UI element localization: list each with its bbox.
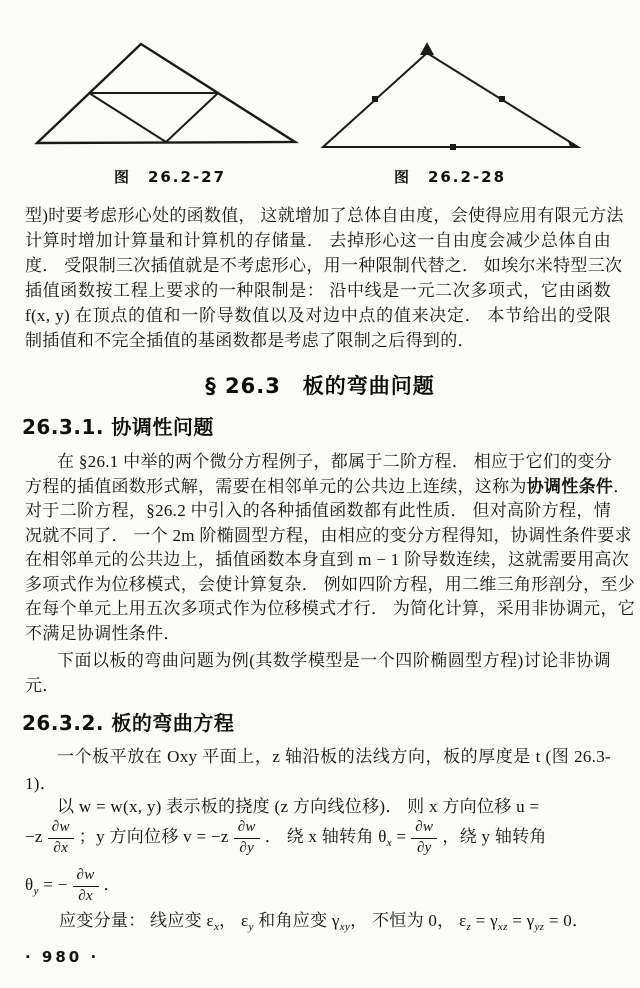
text-line: f(x, y) 在顶点的值和一阶导数值以及对边中点的值来决定． 本节给出的受限 [25,306,611,325]
formula-line-strain-components: 应变分量： 线应变 $\varepsilon_x$， $\varepsilon_y$ 和角应变 $\gamma_{xy}$， 不恒为 0， $\varepsilon_z = \gamma_{xz} = \gamma_{yz} = 0$． [59,911,590,933]
figure-caption: 图 26.2-28 [393,168,507,186]
node-marker-apex [420,42,434,55]
midline-left [89,93,166,142]
text-line: 计算时增加计算量和计算机的存储量． 去掉形心这一自由度会减少总体自由 [25,231,611,250]
midline-right [166,93,218,142]
figure-caption: 图 26.2-27 [113,168,227,186]
triangle-nodes-drawing [320,28,620,160]
text-line: 一个板平放在 Oxy 平面上，z 轴沿板的法线方向，板的厚度是 t (图 26.3- [57,747,611,766]
outer-triangle [323,53,578,147]
subsection-heading-26-3-2: 26.3.2. 板的弯曲方程 [22,711,235,735]
text-line: 元． [25,676,60,695]
text-line: 对于二阶方程，§26.2 中引入的各种插值函数都有此性质． 但对高阶方程，情 [25,501,611,520]
page-number: · 980 · [25,948,100,966]
text-line: 以 w = w(x, y) 表示板的挠度 (z 方向线位移)． 则 x 方向位移 u = [57,797,540,816]
figure-26-2-28 [320,28,620,160]
paragraph-intro-plate [25,648,611,698]
subsection-heading-26-3-1: 26.3.1. 协调性问题 [22,415,214,439]
paragraph-conformity [25,450,636,646]
text-line: 不满足协调性条件． [25,623,181,643]
text-line: 1)． [25,774,58,793]
text-line: 方程的插值函数形式解，需要在相邻单元的公共边上连续，这称为协调性条件． [25,476,631,496]
text-line: 在每个单元上用五次多项式作为位移模式才行． 为简化计算，采用非协调元，它 [25,599,636,618]
text-line: 下面以板的弯曲问题为例(其数学模型是一个四阶椭圆型方程)讨论非协调 [57,651,611,670]
node-marker-bottom-mid [450,144,456,150]
text-line: 制插值和不完全插值的基函数都是考虑了限制之后得到的． [25,331,475,350]
text-line: 况就不同了． 一个 2m 阶椭圆型方程，由相应的变分方程得知，协调性条件要求 [25,525,632,545]
triangle-subdivision-drawing [20,28,320,160]
text-line: 多项式作为位移模式，会使计算复杂． 例如四阶方程，用二维三角形剖分，至少 [25,574,636,594]
text-line: 在 §26.1 中举的两个微分方程例子，都属于二阶方程． 相应于它们的变分 [57,452,613,471]
text-line: 插值函数按工程上要求的一种限制是： 沿中线是一元二次多项式，它由函数 [25,281,611,300]
section-heading-26-3: § 26.3 板的弯曲问题 [205,374,435,398]
text-line: 在相邻单元的公共边上，插值函数本身直到 m − 1 阶导数连续，这就需要用高次 [25,550,630,569]
text-line: 型)时要考虑形心处的函数值， 这就增加了总体自由度，会使得应用有限元方法 [25,206,624,225]
formula-line-displacements: −z $\frac{\partial w}{\partial x}$ ；y 方向位移 v = −z $\frac{\partial w}{\partial y}$ ． 绕 x 轴转角 $\theta_x$ = $\frac{\partial w}{\partial y}$ ，绕 y 轴转角 [25,818,547,856]
figure-26-2-27 [20,28,320,160]
node-marker-left-mid [372,96,378,102]
paragraph-plate-setup [25,743,611,797]
text-line: 度． 受限制三次插值就是不考虑形心，用一种限制代替之． 如埃尔米特型三次 [25,256,623,275]
node-marker-right-mid [499,96,505,102]
paragraph-restricted-interpolation [25,203,624,353]
formula-line-theta-y: $\theta_y$ = − $\frac{\partial w}{\partial x}$ ． [25,866,121,904]
